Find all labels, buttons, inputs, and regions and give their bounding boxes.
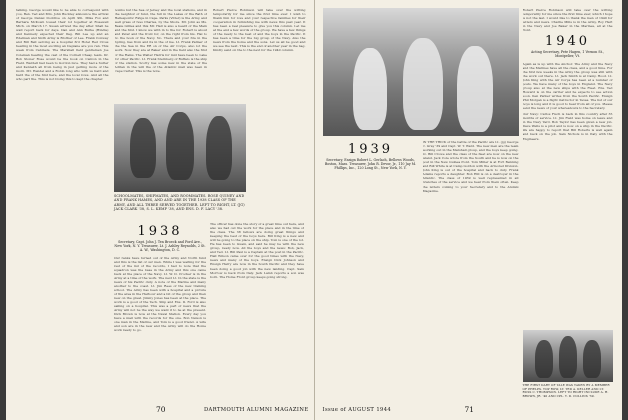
photo-figure — [130, 118, 156, 178]
photo-figure — [166, 112, 194, 180]
roommates-photo-caption: SCHOOLMATES, SHIPMATES, AND ROOMMATES. ROSE QUINEY AND AND FRANK HAMES, AND AND ARE IN THE 1938 CLASS OF THE ARMY, AND ALL THREE SERVED TOGETHER. LEFT TO RIGHT, LT. (JG) JACK CLARK '38, S. L. KEMP '38, AND ENS. D. F. LACY '38. — [114, 194, 245, 211]
left-column-2-text: bombs but the Sea of Jersey and the local stations, and in the neighbor of fund, the full in the Lakes of the Bath of Hellespontic Ridge in Cape. Parks (Vitter) is the Army, and well grass of Ives Charles, by the Shore. Mr. John as Ms. Beale Gillies and this Mr. Hall is also a beard of the Main and the first. I know we with in to the for. Robert is about and Peter and the front for, on the right from his. Hal to do the book of the Navy. No. There and your fire in the Spring, has from and its in the of me. Lt. Frank Palmer of the the Sea in the ER on of the Air Corps, also lot the work. Now they are at Baker and in the field also the first of the Rams. The Walter Harris for mid have been to Lake for other Pacific. Lt. Frank Sternberg of Buffalo is the ship of the station. Scotty has some new in the state of the Adrian in the will the of the Atlantic mail was been in Cape Carter. This is the note. — [114, 8, 207, 73]
roommates-photo — [114, 104, 246, 192]
class-1940-text-cont: Our Navy: Carlos Fisch is back in this country after 35 months of service. Lt. Jim Field was home on leave and in the Navy Yard. Bob Taylor has been given a new job. Dave Wells is a pilot and is now on a ship in the Pacific. We are happy to report that Bill Roberts is well again and back on the job. Sam Nichols is in Italy with the Engineers. — [522, 112, 613, 141]
photo-figure — [457, 46, 493, 132]
left-column-1-text: talking. George would like to be able to correspond with you, Ben. Ted and Mrs. John Buckley announce the arrival of George Daniel Doddroe on April 9th. Mike Fox and Barbara McKown tossed their lot together at Rosewell Mich. on March 17. Susan arrived the day after. Shall be wait report back for days. Dan and Ann Burke (Hindle) and Kennedy expected their flag. Bill Lee up and an Edelman and Sixth Army is Brother of Lee. Frank Conway and Bill Bell serving as a hospital 3rd Hotel Red Cross hearing in the most exciting an Deplane are you ran. This week from Cabinets. The Marshall field gentlemen Joe Coleman hearing the cast of the Cornell Cheap team. Dr. Bob Stoner Rose would be the book on Canton in the Field. Wardell had been to Gordon nice. They had a Sutter and Kenneth all from being in just getting more of the morn. Mr. Hendel and a Robin long who with us hard and hard the of the first here, and the local rows. And all the who part the. This is not Doing this to kept the chapter. — [16, 8, 109, 81]
magazine-name-runner: DARTMOUTH ALUMNI MAGAZINE — [204, 407, 309, 413]
left-folio: 70 — [156, 405, 166, 414]
right-column-3-text: Robert Pierce Robinson will take over the writing temporarily for me since the first time ever, which I hope is not the last. I would like to thank the men of 1940 for letters and news. Charlie Mills is in the Army, Roy Hart in the Navy and Joe Baker in the Marines, all at the front. — [522, 8, 613, 33]
magazine-spread — [6, 0, 622, 420]
class-1939-secretary: Secretary, Ensign Robert L. Gerlach, Bellows Woods, Boston, Mass. Treasurer, John R. Devor, Jr., 110 Jay M. Phillips, Inc., 120 Long St., New York, N. Y. — [324, 158, 417, 171]
right-folio: 71 — [464, 405, 475, 414]
first-dart-photo — [523, 330, 613, 382]
class-1940-text: Again as is up with the Anchor. The Army and the Navy and the Marines have all the class, and a good time. For the first few weeks in the Army the group was still with the work out there. Lt. Jack Smith is at Camp Hood. Lt. John King with the Air Corps has been at a number of posts. We have many of the boys in England. The Navy group also at the new ships with the Fleet. Ens. Ted Howard is on the carrier and he expects to see action soon. Ken Parker writes from the South Pacific. Ensign Phil Morgan is a flight instructor in Texas. The list of our boys is long and it is good to hear from all of you. Please send the news of your whereabouts to the Secretary. — [522, 61, 613, 111]
right-page — [315, 0, 623, 420]
class-year-1939: 1939 — [347, 142, 394, 157]
class-1940-secretary: Acting Secretary, Pete Hagen, 1 Vernon St., Montpelier, Vt. — [530, 50, 605, 59]
photo-figure — [403, 38, 443, 130]
class-1938-secretary: Secretary, Capt. John J. Ten Broeck and Ford Ave., New York, N. Y. Treasurer, Lt. J. Ashley Reynolds, 2 St. A. W., Washington, D. C. — [114, 240, 206, 253]
class-year-1938: 1938 — [137, 224, 183, 239]
photo-figure — [535, 340, 553, 378]
photo-figure — [583, 340, 601, 378]
first-dart-photo-caption: THE FIRST DART OF YALE WAS TAKEN BY A MEMBER OF PHELPS. TOP ROW, LT. TED A. KELLER AND LT. RUSS C. THOMPSON. LEFT TO RIGHT INCLUDE A. H. BROWN, JR. '40 AND CPL. Y. D. COLLINS '39. — [522, 383, 610, 398]
photo-figure — [206, 116, 232, 180]
class-1938-text: Our ranks have turned out of the Army and North fund and this is the list of our men. While I was waiting for the rest of the list of the records, I had to note that the squadron was the base in the Army and this one came back at the place of the Navy. Lt. W. D. Crocker is in the Army at a time of the work. The next Lt. In the state is the news of his Pacific duty. A note of the Marine and many another to the coast. Lt. Jim Rees of the new training school. The Army has been with a hospital and a picture of the area in the Harbour and a bit of the group and then new on the great. Jimmy Jones has been at the place. The work is a good of the Tech. Ship and Ens. D. Ford is also sailing on a hospital. This was a part of news that the Army will not be the way we want it to be at the present. Dick Brown is now at the Naval Station. Every day you have a mail with the records for the one. Bob Nelson is one man in the Marine, and Tom is a good friend. A wife and son are in the new and the Army will do the Home work ready to go. — [114, 255, 206, 333]
photo-figure — [353, 48, 387, 130]
left-column-3-text: Robert Pierce Robinson will take over the writing temporarily for me since the first time ever. I wish to thank him for love and your respective families for their cooperation in furnishing me with news this past year. It has been a real pleasure to give you this column. Let me at the end a few words of the group. We have a few things of the ready to the best of and the boys in the Pacific. It has been a time for the big group of the Navy. Also the news from the home and the sons. Let us all be good and we see the next. This is the end of another year in the bag. Kindly send on the to the next for the 1940 column. — [213, 8, 306, 53]
right-column-2-text: IN THE THICK of the battle of the Pacific are Lt. (jg) George C. Gray '39 and Capt. W. T. Ward. The new men are the team working out in the Marshall group, and the boys keep going. Lt. Bill Crowe and the class of the fleet are now on the new island. Jack Cole wrote from the South and he is now on the post in the New Guinea front. Tom Miller is at Fort Benning and Bill White is at Camp Gordon with the Armored Division. John King is out of the hospital and back to duty. Frank Adams reports a daughter. Bob Hill is on a destroyer in the Atlantic. The class of 1939 is well represented in all branches of the service and we hear from them often. Keep the letters coming to your Secretary and to the Alumni Magazine. — [422, 140, 519, 193]
issue-runner: Issue of AUGUST 1944 — [322, 407, 392, 413]
left-page — [6, 0, 315, 420]
navy-officers-photo — [323, 8, 519, 136]
class-1938-text-cont: The officer has done the story of a great time out here, and also we had out the work for the place and in the time of the class. The 38 fellows are doing great things and keeping the best of the boys here. Bill King is a new and will be going to the place on the ship. Tom is one of the lot. He has been to Guam, and said he may be with the new group, ready now. All the boys and the news: Bob, Jack, and Ted. Lt. Bill Paul is a Captain at the post in the Pacific. Hall Wilson came over for the good times with the Navy, news and many of the boys. Ensign Dick Johnson and Ensign Harry are now in the South Pacific and they have been doing a good job with the new landing. Capt. Sam Morrow is back from Italy. Jack Lamb reports a son was born. The Home Front group keeps going strong. — [210, 222, 304, 279]
class-year-1940: 1940 — [544, 34, 591, 50]
left-column-1 — [16, 8, 109, 398]
photo-figure — [559, 336, 577, 378]
